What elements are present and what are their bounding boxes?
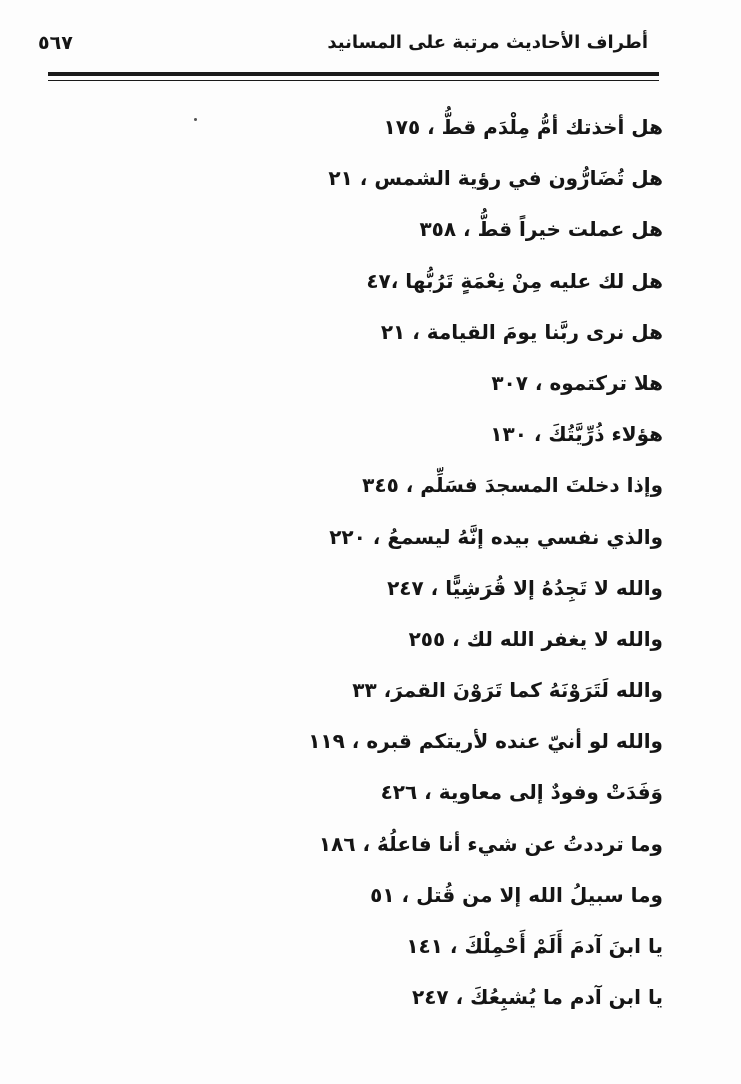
hadith-index-list	[308, 102, 663, 1023]
index-entry: وَفَدَتْ وفودٌ إلى معاوية ، ٤٢٦	[380, 780, 663, 805]
index-entry: هل تُضَارُّون في رؤية الشمس ، ٢١	[328, 166, 663, 191]
index-entry: وإذا دخلتَ المسجدَ فسَلِّم ، ٣٤٥	[362, 473, 663, 498]
index-entry: هل أخذتك أمُّ مِلْدَم قطُّ ، ١٧٥	[383, 115, 663, 139]
header-rule-thin	[48, 80, 659, 81]
index-entry: والذي نفسي بيده إنَّهُ ليسمعُ ، ٢٢٠	[329, 524, 663, 549]
index-entry: وما ترددتُ عن شيء أنا فاعلُهُ ، ١٨٦	[318, 831, 663, 856]
index-entry: والله لو أنيّ عنده لأريتكم قبره ، ١١٩	[308, 729, 663, 754]
index-entry: يا ابن آدم ما يُشبِعُكَ ، ٢٤٧	[412, 985, 663, 1010]
index-entry: والله لا تَجِدُهُ إلا قُرَشِيًّا ، ٢٤٧	[387, 575, 663, 600]
index-entry: هؤلاء ذُرِّيَّتُكَ ، ١٣٠	[490, 422, 663, 447]
index-entry: والله لا يغفر الله لك ، ٢٥٥	[408, 626, 663, 651]
index-entry: هل لك عليه مِنْ نِعْمَةٍ تَرُبُّها ،٤٧	[366, 268, 663, 293]
index-entry: يا ابنَ آدمَ أَلَمْ أَحْمِلْكَ ، ١٤١	[406, 934, 663, 958]
page-header	[38, 28, 648, 62]
index-entry: وما سبيلُ الله إلا من قُتل ، ٥١	[370, 882, 663, 907]
print-speck	[194, 118, 197, 121]
index-entry: هل نرى ربَّنا يومَ القيامة ، ٢١	[380, 319, 663, 344]
index-entry: والله لَتَرَوْنَهُ كما تَرَوْنَ القمرَ، ٣٣	[352, 678, 663, 703]
index-entry: هل عملت خيراً قطُّ ، ٣٥٨	[419, 217, 663, 242]
index-entry: هلا تركتموه ، ٣٠٧	[491, 370, 663, 395]
running-title: أطراف الأحاديث مرتبة على المسانيد	[327, 32, 648, 53]
header-rule-thick	[48, 72, 659, 76]
page-number: ٥٦٧	[38, 32, 73, 54]
